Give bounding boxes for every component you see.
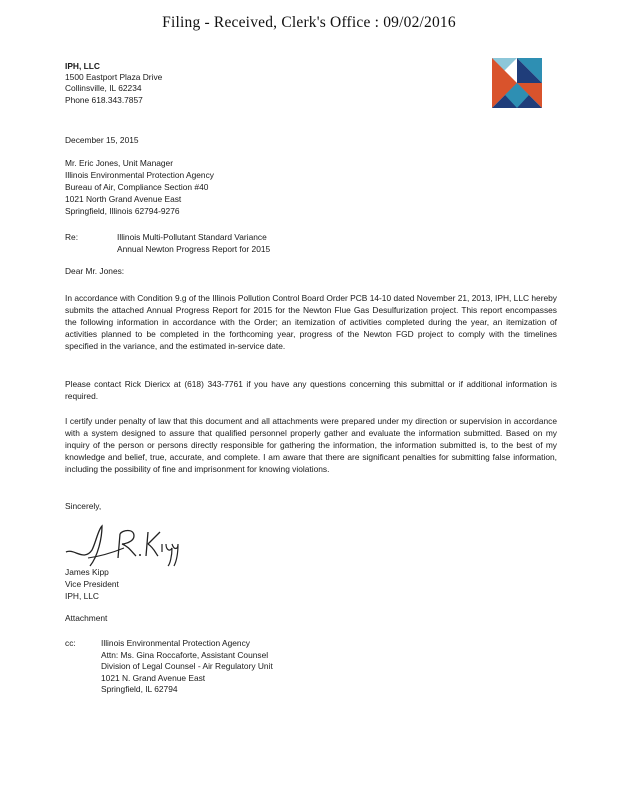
attachment-note: Attachment [65, 613, 108, 623]
recipient-line: 1021 North Grand Avenue East [65, 194, 182, 204]
cc-line: Illinois Environmental Protection Agency [101, 638, 250, 648]
signer-block [65, 566, 119, 602]
cc-line: 1021 N. Grand Avenue East [101, 672, 206, 683]
filing-stamp: Filing - Received, Clerk's Office : 09/02/2016 [162, 14, 456, 31]
letter-date: December 15, 2015 [65, 135, 139, 145]
company-name: IPH, LLC [65, 61, 100, 71]
recipient-block [65, 157, 214, 217]
signer-title: Vice President [65, 579, 119, 589]
body-paragraph: Please contact Rick Diericx at (618) 343-7761 if you have any questions concerning this submittal or if additional information is required. [65, 379, 557, 401]
address-line-1: 1500 Eastport Plaza Drive [65, 72, 163, 83]
re-label: Re: [65, 232, 79, 242]
cc-block [101, 638, 273, 696]
cc-line: Division of Legal Counsel - Air Regulatory Unit [101, 661, 273, 672]
signature-icon [62, 522, 180, 570]
certification-paragraph: I certify under penalty of law that this document and all attachments were prepared under my direction or supervision in accordance with a system designed to assure that qualified personnel properly gather and evaluate the information submitted. Based on my inquiry of the person or persons directly responsible for gathering the information, the information submitted is, to the best of my knowledge and belief, true, accurate, and complete. I am aware that there are significant penalties for submitting false information, including the possibility of fine and imprisonment for knowing violations. [65, 416, 557, 474]
recipient-line: Illinois Environmental Protection Agency [65, 170, 214, 180]
recipient-line: Mr. Eric Jones, Unit Manager [65, 158, 173, 168]
signer-name: James Kipp [65, 567, 109, 577]
closing: Sincerely, [65, 501, 102, 511]
address-line-2: Collinsville, IL 62234 [65, 83, 142, 94]
body-paragraph: In accordance with Condition 9.g of the Illinois Pollution Control Board Order PCB 14-10 dated November 21, 2013, IPH, LLC hereby submits the attached Annual Progress Report for 2015 for the Newton Flue Gas Desulfurization project. This report encompasses the following information in accordance with the Order; an itemization of activities completed during the year, an itemization of activities planned to be completed in the forthcoming year, progress of the Newton FGD project to comply with the timelines specified in the variance, and the estimated in-service date. [65, 293, 557, 351]
phone: Phone 618.343.7857 [65, 94, 143, 105]
cc-label: cc: [65, 638, 76, 648]
iph-logo-icon [492, 58, 542, 108]
signer-company: IPH, LLC [65, 591, 99, 601]
recipient-line: Springfield, Illinois 62794-9276 [65, 206, 180, 216]
recipient-line: Bureau of Air, Compliance Section #40 [65, 182, 209, 192]
re-line: Illinois Multi-Pollutant Standard Variance [117, 232, 267, 242]
re-subject [117, 232, 270, 255]
salutation: Dear Mr. Jones: [65, 266, 125, 276]
cc-line: Attn: Ms. Gina Roccaforte, Assistant Counsel [101, 649, 269, 660]
re-line: Annual Newton Progress Report for 2015 [117, 243, 271, 254]
letterhead [65, 61, 162, 106]
cc-line: Springfield, IL 62794 [101, 684, 178, 695]
